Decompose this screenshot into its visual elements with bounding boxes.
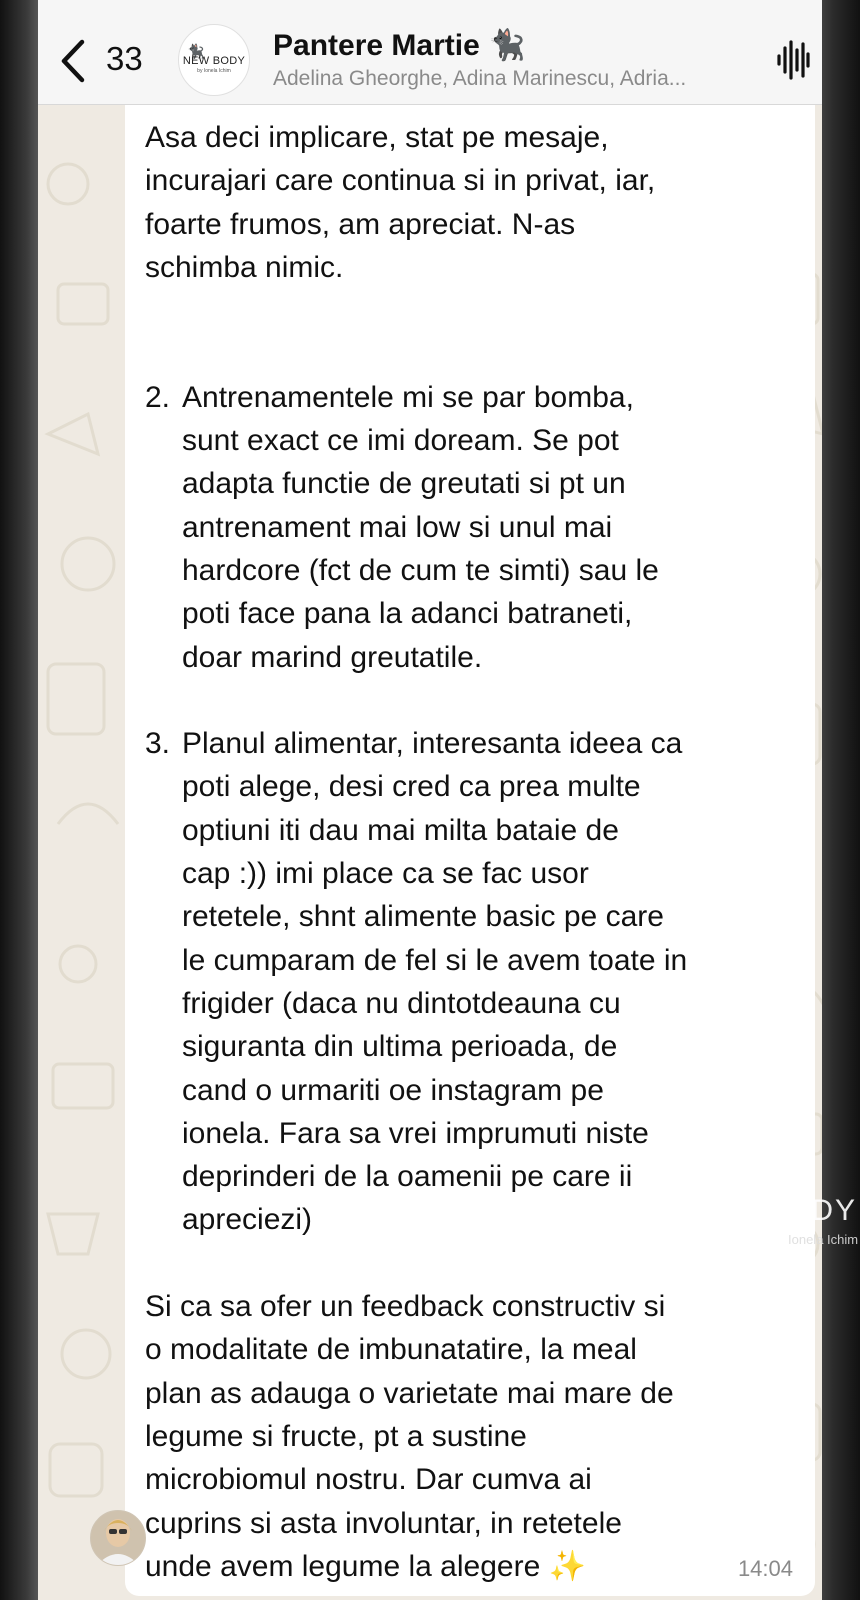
voice-waveform-icon[interactable] [776, 38, 810, 82]
message-text [145, 116, 805, 1588]
chat-screen [38, 0, 822, 1600]
message-timestamp: 14:04 [737, 1556, 793, 1581]
group-avatar[interactable] [178, 24, 250, 96]
message-line: Planul alimentar, interesanta ideea ca [182, 727, 683, 761]
message-line: plan as adauga o varietate mai mare de [145, 1376, 674, 1410]
message-line: siguranta din ultima perioada, de [182, 1030, 618, 1064]
message-line: antrenament mai low si unul mai [182, 510, 613, 544]
message-line: doar marind greutatile. [182, 640, 483, 674]
message-line: Antrenamentele mi se par bomba, [182, 380, 634, 414]
sender-avatar[interactable] [90, 1510, 146, 1566]
message-line: legume si fructe, pt a sustine [145, 1419, 527, 1453]
message-line: hardcore (fct de cum te simti) sau le [182, 553, 659, 587]
cat-icon [658, 1160, 718, 1204]
list-number: 2. [145, 380, 171, 414]
message-line: Asa deci implicare, stat pe mesaje, [145, 121, 609, 154]
person-icon [91, 1511, 145, 1565]
chat-members[interactable]: Adelina Gheorghe, Adina Marinescu, Adria... [273, 67, 687, 90]
message-line: schimba nimic. [145, 250, 344, 284]
message-line: cap :)) imi place ca se fac usor [182, 857, 589, 891]
message-line: retetele, shnt alimente basic pe care [182, 900, 664, 934]
message-line: cuprins si asta involuntar, in retetele [145, 1506, 622, 1540]
chat-title[interactable]: Pantere Martie 🐈‍⬛ [273, 29, 526, 62]
message-line: optiuni iti dau mai milta bataie de [182, 813, 619, 847]
list-number: 3. [145, 727, 171, 761]
message-line: unde avem legume la alegere ✨ [145, 1549, 586, 1583]
message-line: incurajari care continua si in privat, iar, [145, 164, 656, 198]
message-line: frigider (daca nu dintotdeauna cu [182, 986, 621, 1020]
watermark-subtext: Ionela Ichim [788, 1232, 859, 1247]
watermark-brand: BODY [764, 1194, 858, 1227]
message-bubble[interactable] [125, 104, 815, 1596]
list-item [145, 376, 805, 679]
message-line: le cumparam de fel si le avem toate in [182, 943, 688, 977]
right-edge [822, 0, 860, 1600]
message-line: cand o urmariti oe instagram pe [182, 1073, 604, 1107]
message-line: foarte frumos, am apreciat. N-as [145, 207, 576, 241]
message-line: sunt exact ce imi doream. Se pot [182, 424, 619, 458]
cat-icon: 🐈‍⬛ [187, 43, 205, 59]
avatar-subbrand: by Ionela Ichim [197, 68, 231, 74]
unread-count[interactable]: 33 [106, 40, 143, 77]
message-line: deprinderi de la oamenii pe care ii [182, 1160, 633, 1194]
chat-header [38, 0, 822, 105]
message-line: apreciezi) [182, 1203, 313, 1237]
left-edge [0, 0, 38, 1600]
avatar-brand: NEW BODY [182, 55, 246, 67]
message-line: Si ca sa ofer un feedback constructiv si [145, 1290, 666, 1324]
chevron-left-icon[interactable] [58, 38, 88, 84]
message-line: adapta functie de greutati si pt un [182, 467, 626, 501]
message-line: ionela. Fara sa vrei imprumuti niste [182, 1116, 649, 1150]
message-line: microbiomul nostru. Dar cumva ai [145, 1463, 592, 1497]
message-line: poti face pana la adanci batraneti, [182, 597, 633, 631]
message-line: o modalitate de imbunatatire, la meal [145, 1333, 637, 1367]
message-line: poti alege, desi cred ca prea multe [182, 770, 641, 804]
